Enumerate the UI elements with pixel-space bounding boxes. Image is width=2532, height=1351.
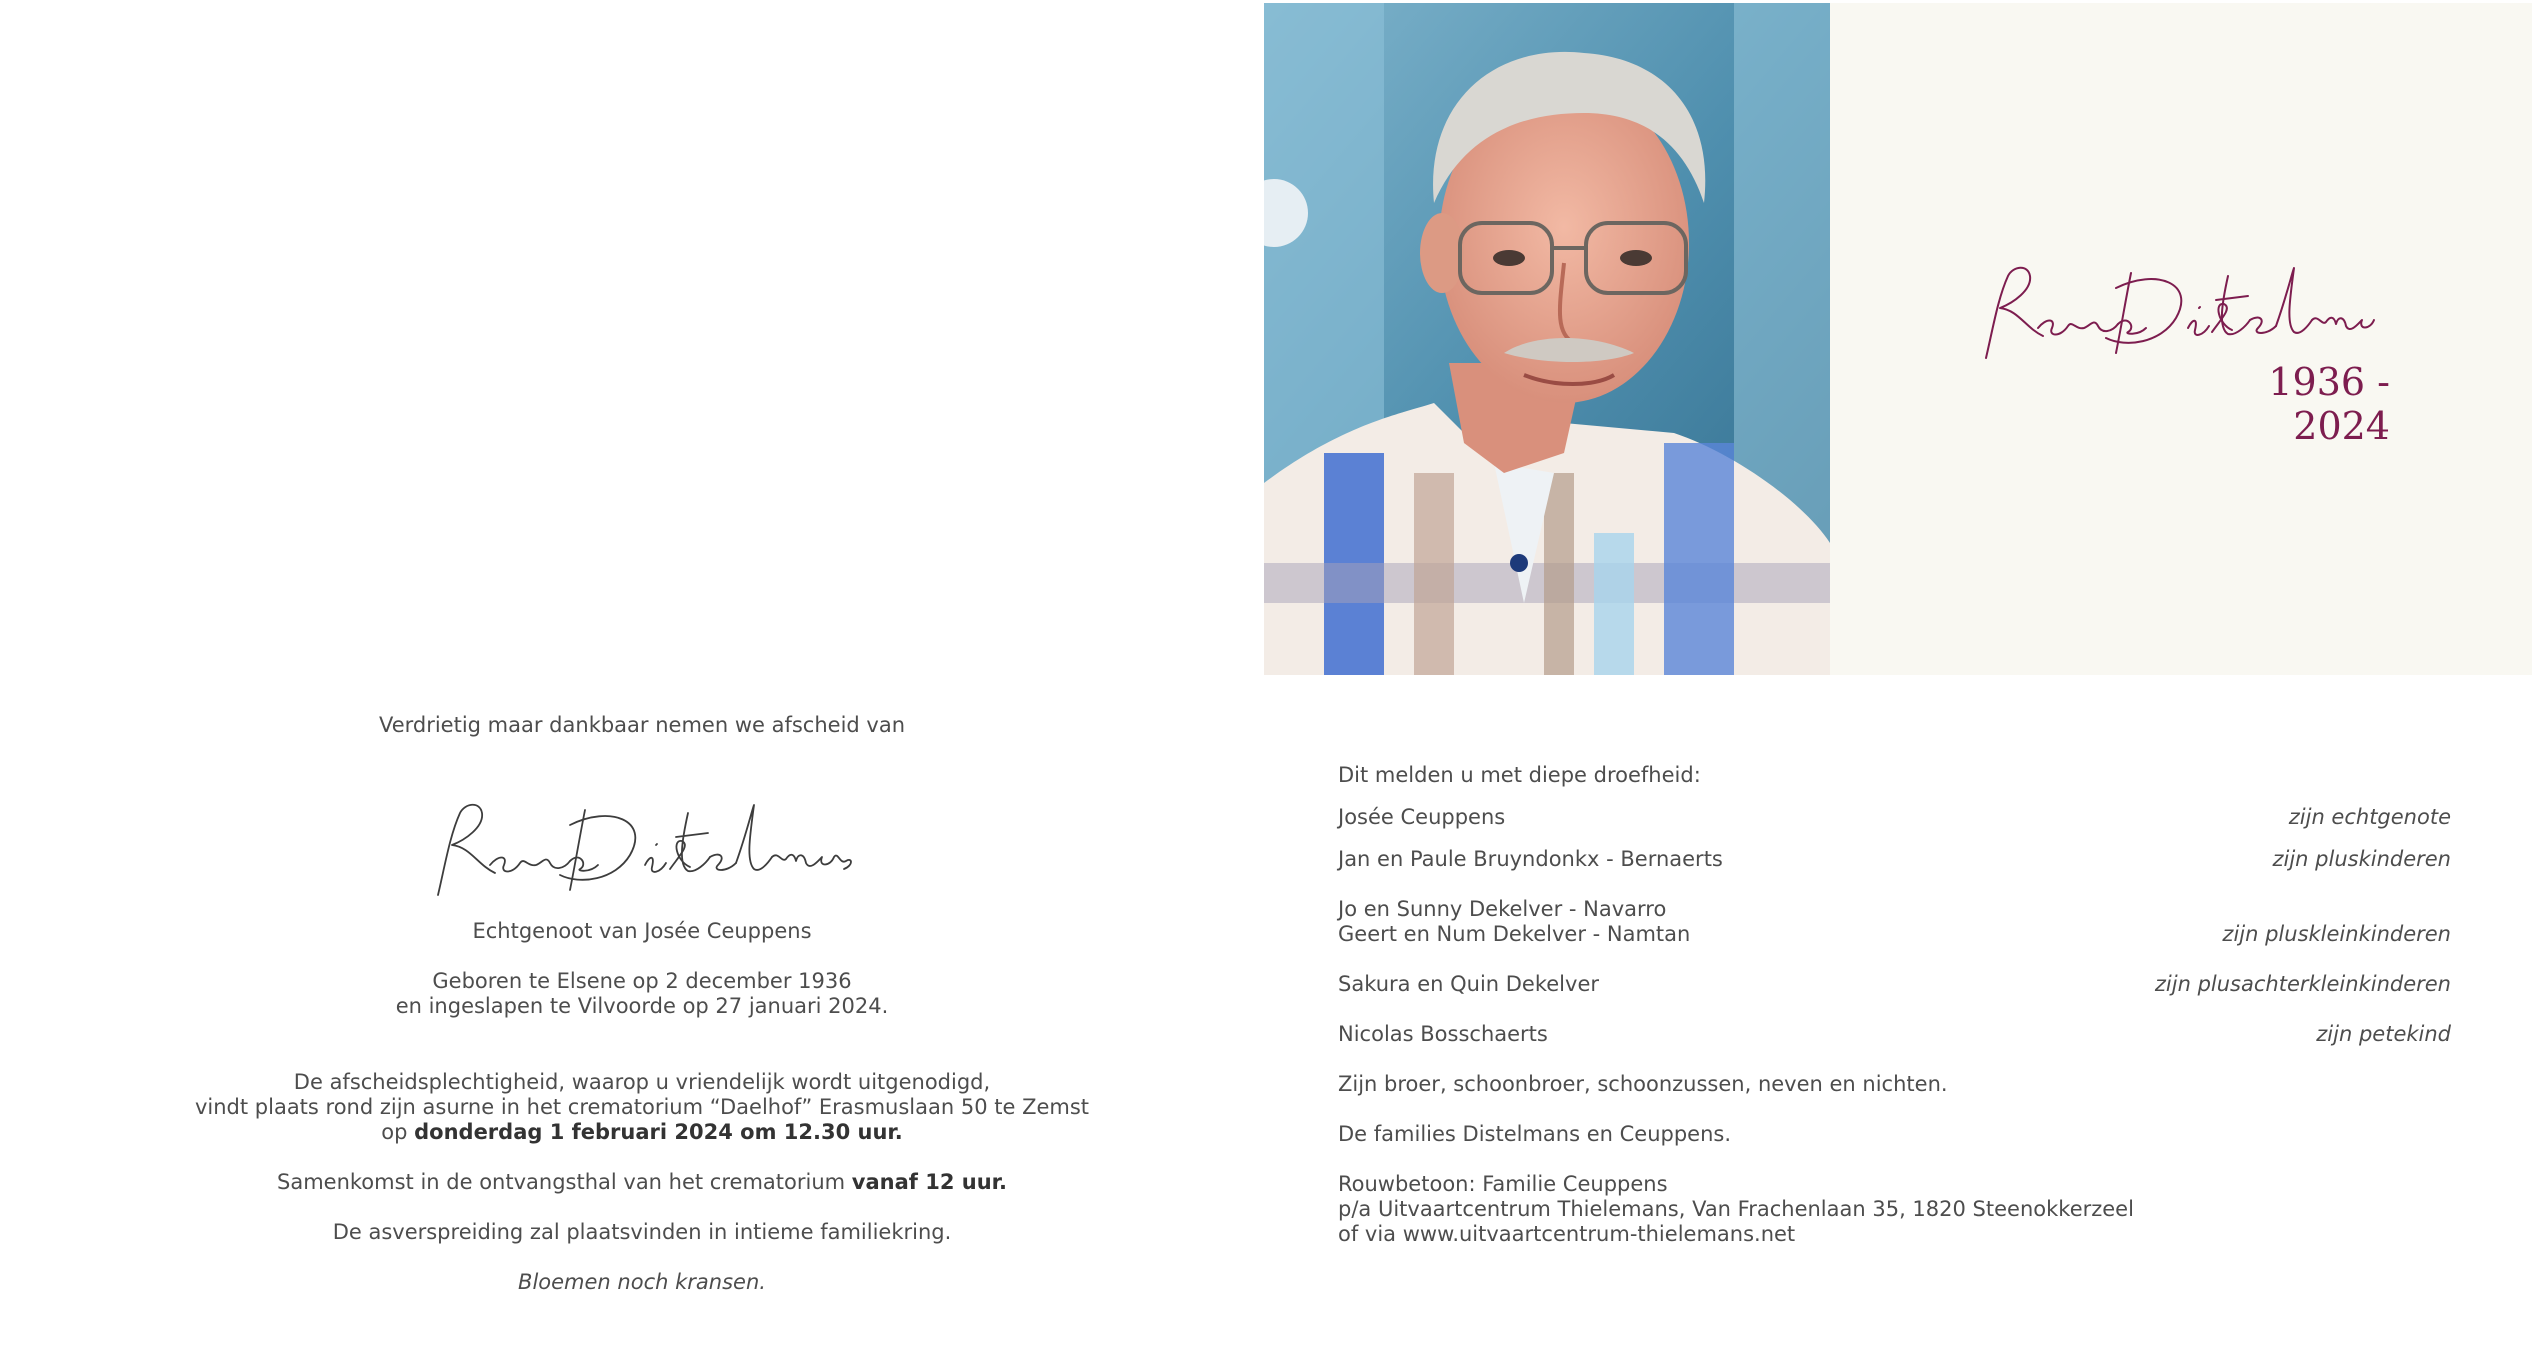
mourning-line-3: of via www.uitvaartcentrum-thielemans.net [1338, 1222, 1796, 1246]
mourning-line-1: Rouwbetoon: Familie Ceuppens [1338, 1172, 1668, 1196]
family-relation-0: zijn echtgenote [2288, 805, 2451, 829]
ceremony-line-3 [0, 1120, 1284, 1145]
reception-text: Samenkomst in de ontvangsthal van het crematorium [277, 1170, 846, 1194]
families-line: De families Distelmans en Ceuppens. [1338, 1122, 1732, 1146]
ceremony-date: donderdag 1 februari 2024 om 12.30 uur. [414, 1120, 903, 1144]
family-names-2b: Geert en Num Dekelver - Namtan [1338, 922, 1691, 946]
mourning-line-2: p/a Uitvaartcentrum Thielemans, Van Frachenlaan 35, 1820 Steenokkerzeel [1338, 1197, 2134, 1221]
family-names-2a: Jo en Sunny Dekelver - Navarro [1338, 897, 1667, 921]
ceremony-prefix: op [381, 1120, 408, 1144]
left-page [0, 0, 1264, 1351]
announce-line: Dit melden u met diepe droefheid: [1338, 763, 1701, 787]
ceremony-line-1: De afscheidsplechtigheid, waarop u vriendelijk wordt uitgenodigd, [293, 1070, 991, 1094]
ashes-line: De asverspreiding zal plaatsvinden in intieme familiekring. [332, 1220, 952, 1244]
family-names-3: Sakura en Quin Dekelver [1338, 972, 1600, 996]
spouse-line: Echtgenoot van Josée Ceuppens [472, 919, 812, 943]
signature-right [1972, 258, 2382, 368]
born-line-2: en ingeslapen te Vilvoorde op 27 januari 2024. [395, 994, 889, 1018]
ceremony-line-2: vindt plaats rond zijn asurne in het crematorium “Daelhof” Erasmuslaan 50 te Zemst [194, 1095, 1090, 1119]
portrait-photo [1264, 3, 1830, 675]
born-block [0, 969, 1284, 1019]
family-relation-2: zijn pluskleinkinderen [2222, 922, 2451, 946]
family-relation-4: zijn petekind [2316, 1022, 2451, 1046]
family-relation-1: zijn pluskinderen [2272, 847, 2451, 871]
family-relation-3: zijn plusachterkleinkinderen [2154, 972, 2451, 996]
reception-time: vanaf 12 uur. [851, 1170, 1007, 1194]
family-names-0: Josée Ceuppens [1338, 805, 1506, 829]
flowers-line: Bloemen noch kransen. [518, 1270, 766, 1294]
family-names-1: Jan en Paule Bruyndonkx - Bernaerts [1338, 847, 1723, 871]
intro-text: Verdrietig maar dankbaar nemen we afscheid van [378, 713, 906, 737]
reception-line [0, 1170, 1284, 1195]
born-line-1: Geboren te Elsene op 2 december 1936 [432, 969, 852, 993]
siblings-line: Zijn broer, schoonbroer, schoonzussen, neven en nichten. [1338, 1072, 1948, 1096]
family-names-4: Nicolas Bosschaerts [1338, 1022, 1548, 1046]
signature-left [420, 795, 860, 905]
years-of-life: 1936 - 2024 [2268, 360, 2390, 448]
ceremony-block [0, 1070, 1284, 1145]
